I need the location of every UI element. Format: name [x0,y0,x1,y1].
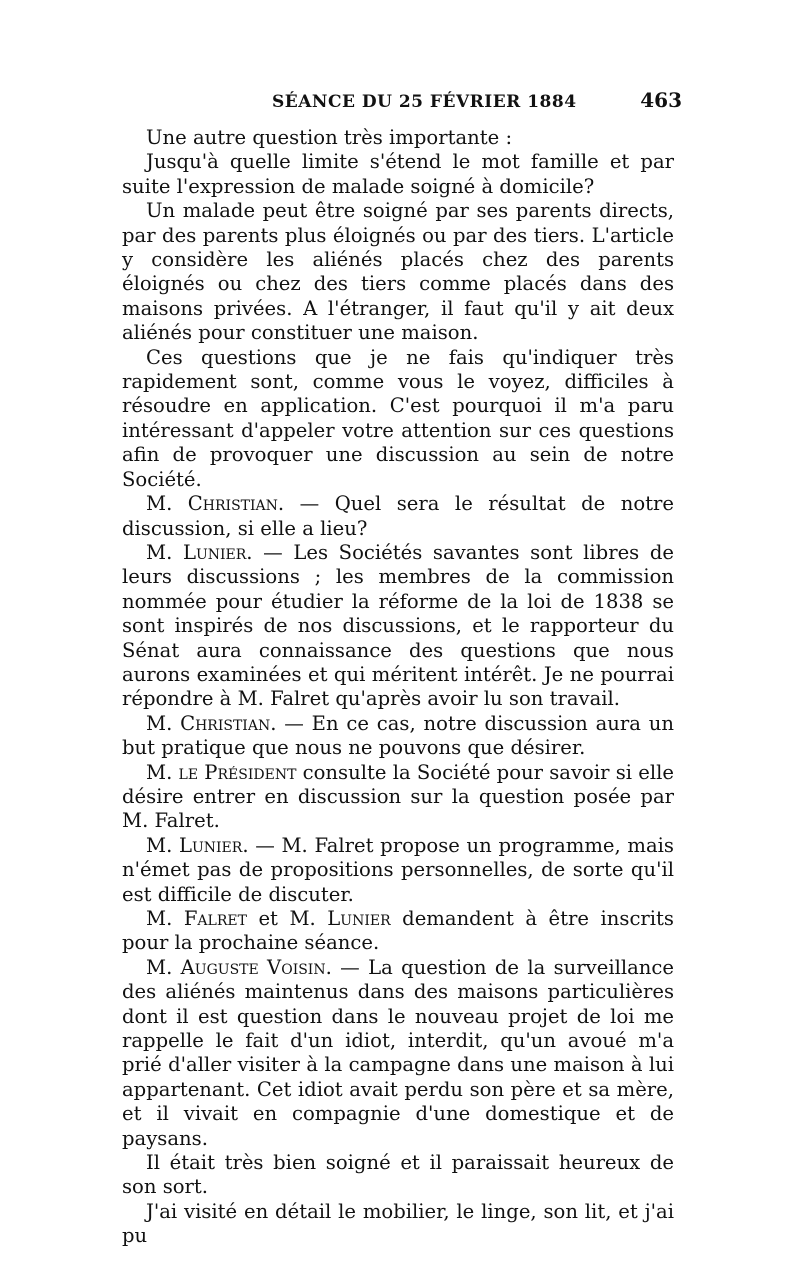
paragraph: M. Christian. — Quel sera le résultat de notre discussion, si elle a lieu? [122,492,674,540]
speaker-name: Christian [180,711,271,735]
paragraph: Un malade peut être soigné par ses parents directs, par des parents plus éloignés ou par des tiers. L'article y considère les aliénés placés chez des parents éloignés ou chez des tiers comme placés dans des maisons privées. A l'étranger, il faut qu'il y ait deux aliénés pour constituer une maison. [122,199,674,345]
paragraph: Une autre question très importante : [146,126,513,149]
speaker-name: Lunier [327,907,391,930]
paragraph: M. Christian. — En ce cas, notre discussion aura un but pratique que nous ne pouvons que désirer. [122,711,674,760]
paragraph: M. Falret et M. Lunier demandent à être inscrits pour la prochaine séance. [122,907,674,955]
speaker-name: Christian [187,492,278,516]
speaker-name: Lunier [182,540,247,564]
paragraph: M. le Président consulte la Société pour savoir si elle désire entrer en discussion sur la question posée par M. Falret. [122,760,674,833]
running-head: SÉANCE DU 25 FÉVRIER 1884 [272,92,577,112]
speaker-name: le Président [178,760,297,784]
speaker-name: Lunier [178,833,243,857]
page-header [122,88,682,118]
paragraph: Ces questions que je ne fais qu'indiquer très rapidement sont, comme vous le voyez, difficiles à résoudre en application. C'est pourquoi il m'a paru intéressant d'appeler votre attention sur ces questions afin de provoquer une discussion au sein de notre Société. [122,345,674,491]
paragraph: Jusqu'à quelle limite s'étend le mot famille et par suite l'expression de malade soigné à domicile? [122,150,674,198]
paragraph: J'ai visité en détail le mobilier, le linge, son lit, et j'ai pu [122,1199,674,1248]
body-text [122,126,674,1249]
page-number: 463 [640,88,682,112]
paragraph: M. Lunier. — Les Sociétés savantes sont libres de leurs discussions ; les membres de la commission nommée pour étudier la réforme de la loi de 1838 se sont inspirés de nos discussions, et le rapporteur du Sénat aura connaissance des questions que nous aurons examinées et qui méritent intérêt. Je ne pourrai répondre à M. Falret qu'après avoir lu son travail. [122,540,674,711]
paragraph: M. Auguste Voisin. — La question de la surveillance des aliénés maintenus dans des maisons particulières dont il est question dans le nouveau projet de loi me rappelle le fait d'un idiot, interdit, qu'un avoué m'a prié d'aller visiter à la campagne dans une maison à lui appartenant. Cet idiot avait perdu son père et sa mère, et il vivait en compagnie d'une domestique et de paysans. [122,955,674,1150]
speaker-name: Falret [183,907,247,930]
paragraph: Il était très bien soigné et il paraissait heureux de son sort. [122,1151,674,1199]
paragraph: M. Lunier. — M. Falret propose un programme, mais n'émet pas de propositions personnelles, de sorte qu'il est difficile de discuter. [122,833,674,906]
speaker-name: Auguste Voisin [180,955,326,979]
